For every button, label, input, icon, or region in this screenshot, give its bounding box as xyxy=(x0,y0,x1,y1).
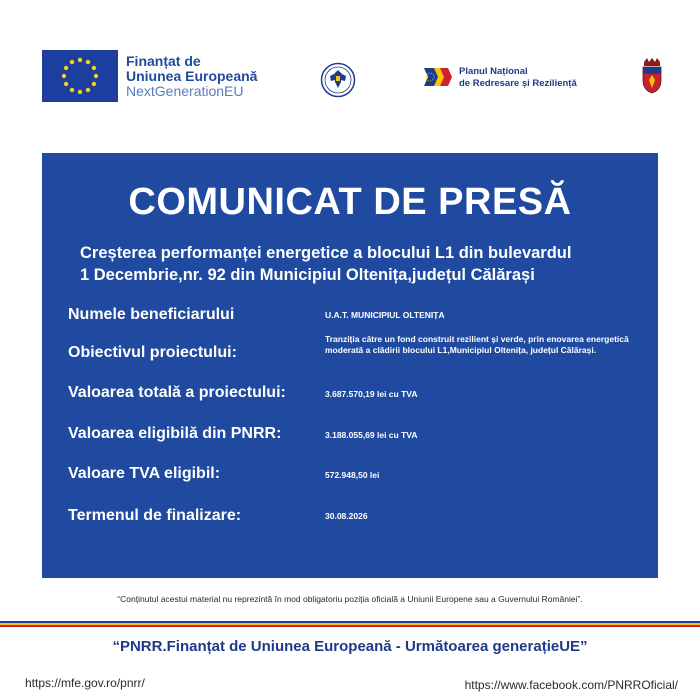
pnrr-text-line1: Planul Național xyxy=(459,66,528,77)
vat-value: 572.948,50 lei xyxy=(325,470,380,480)
pnrr-logo-icon xyxy=(424,68,454,86)
pnrr-text xyxy=(459,66,577,90)
eu-text-line3: NextGenerationEU xyxy=(126,82,244,99)
eu-flag-icon xyxy=(42,50,118,102)
beneficiary-value: U.A.T. MUNICIPIUL OLTENIȚA xyxy=(325,310,445,320)
eu-funding-text xyxy=(126,54,257,99)
objective-value: Tranziția către un fond construit rezilient și verde, prin enovarea energetică moderată a clădirii blocului L1,Municipiul Oltenița, județul Călărași. xyxy=(325,334,629,355)
eligible-value-value: 3.188.055,69 lei cu TVA xyxy=(325,430,418,440)
mfe-link[interactable]: https://mfe.gov.ro/pnrr/ xyxy=(25,676,145,690)
deadline-label: Termenul de finalizare: xyxy=(68,507,242,524)
panel-title: COMUNICAT DE PRESĂ xyxy=(128,181,572,223)
pnrr-logo xyxy=(424,66,577,90)
pnrr-text-line2: de Redresare și Reziliență xyxy=(459,78,577,89)
slogan: “PNRR.Finanțat de Uniunea Europeană - Următoarea generațieUE” xyxy=(112,638,588,655)
romanian-government-emblem-icon xyxy=(320,62,356,98)
objective-label: Obiectivul proiectului: xyxy=(68,344,237,361)
eu-text-line1: Finanțat de xyxy=(126,52,201,69)
facebook-link[interactable]: https://www.facebook.com/PNRROficial/ xyxy=(464,678,678,692)
deadline-value: 30.08.2026 xyxy=(325,511,368,521)
vat-label: Valoare TVA eligibil: xyxy=(68,465,221,482)
total-value-label: Valoarea totală a proiectului: xyxy=(68,384,286,401)
eligible-value-label: Valoarea eligibilă din PNRR: xyxy=(68,425,282,442)
press-release-panel xyxy=(42,153,658,578)
panel-subtitle-line2: 1 Decembrie,nr. 92 din Municipiul Oltenița,județul Călărași xyxy=(80,266,535,284)
total-value-value: 3.687.570,19 lei cu TVA xyxy=(325,389,418,399)
panel-subtitle xyxy=(80,242,640,286)
beneficiary-label: Numele beneficiarului xyxy=(68,306,235,323)
city-crest-icon xyxy=(641,58,663,94)
eu-text-line2: Uniunea Europeană xyxy=(126,67,258,84)
eu-funding-logo xyxy=(42,50,257,102)
tricolor-divider xyxy=(0,621,700,627)
header xyxy=(0,0,700,130)
disclaimer: “Conținutul acestui material nu reprezintă în mod obligatoriu poziția oficială a Uniunii Europene sau a Guvernului României”. xyxy=(117,594,583,604)
panel-subtitle-line1: Creșterea performanței energetice a blocului L1 din bulevardul xyxy=(80,244,572,262)
